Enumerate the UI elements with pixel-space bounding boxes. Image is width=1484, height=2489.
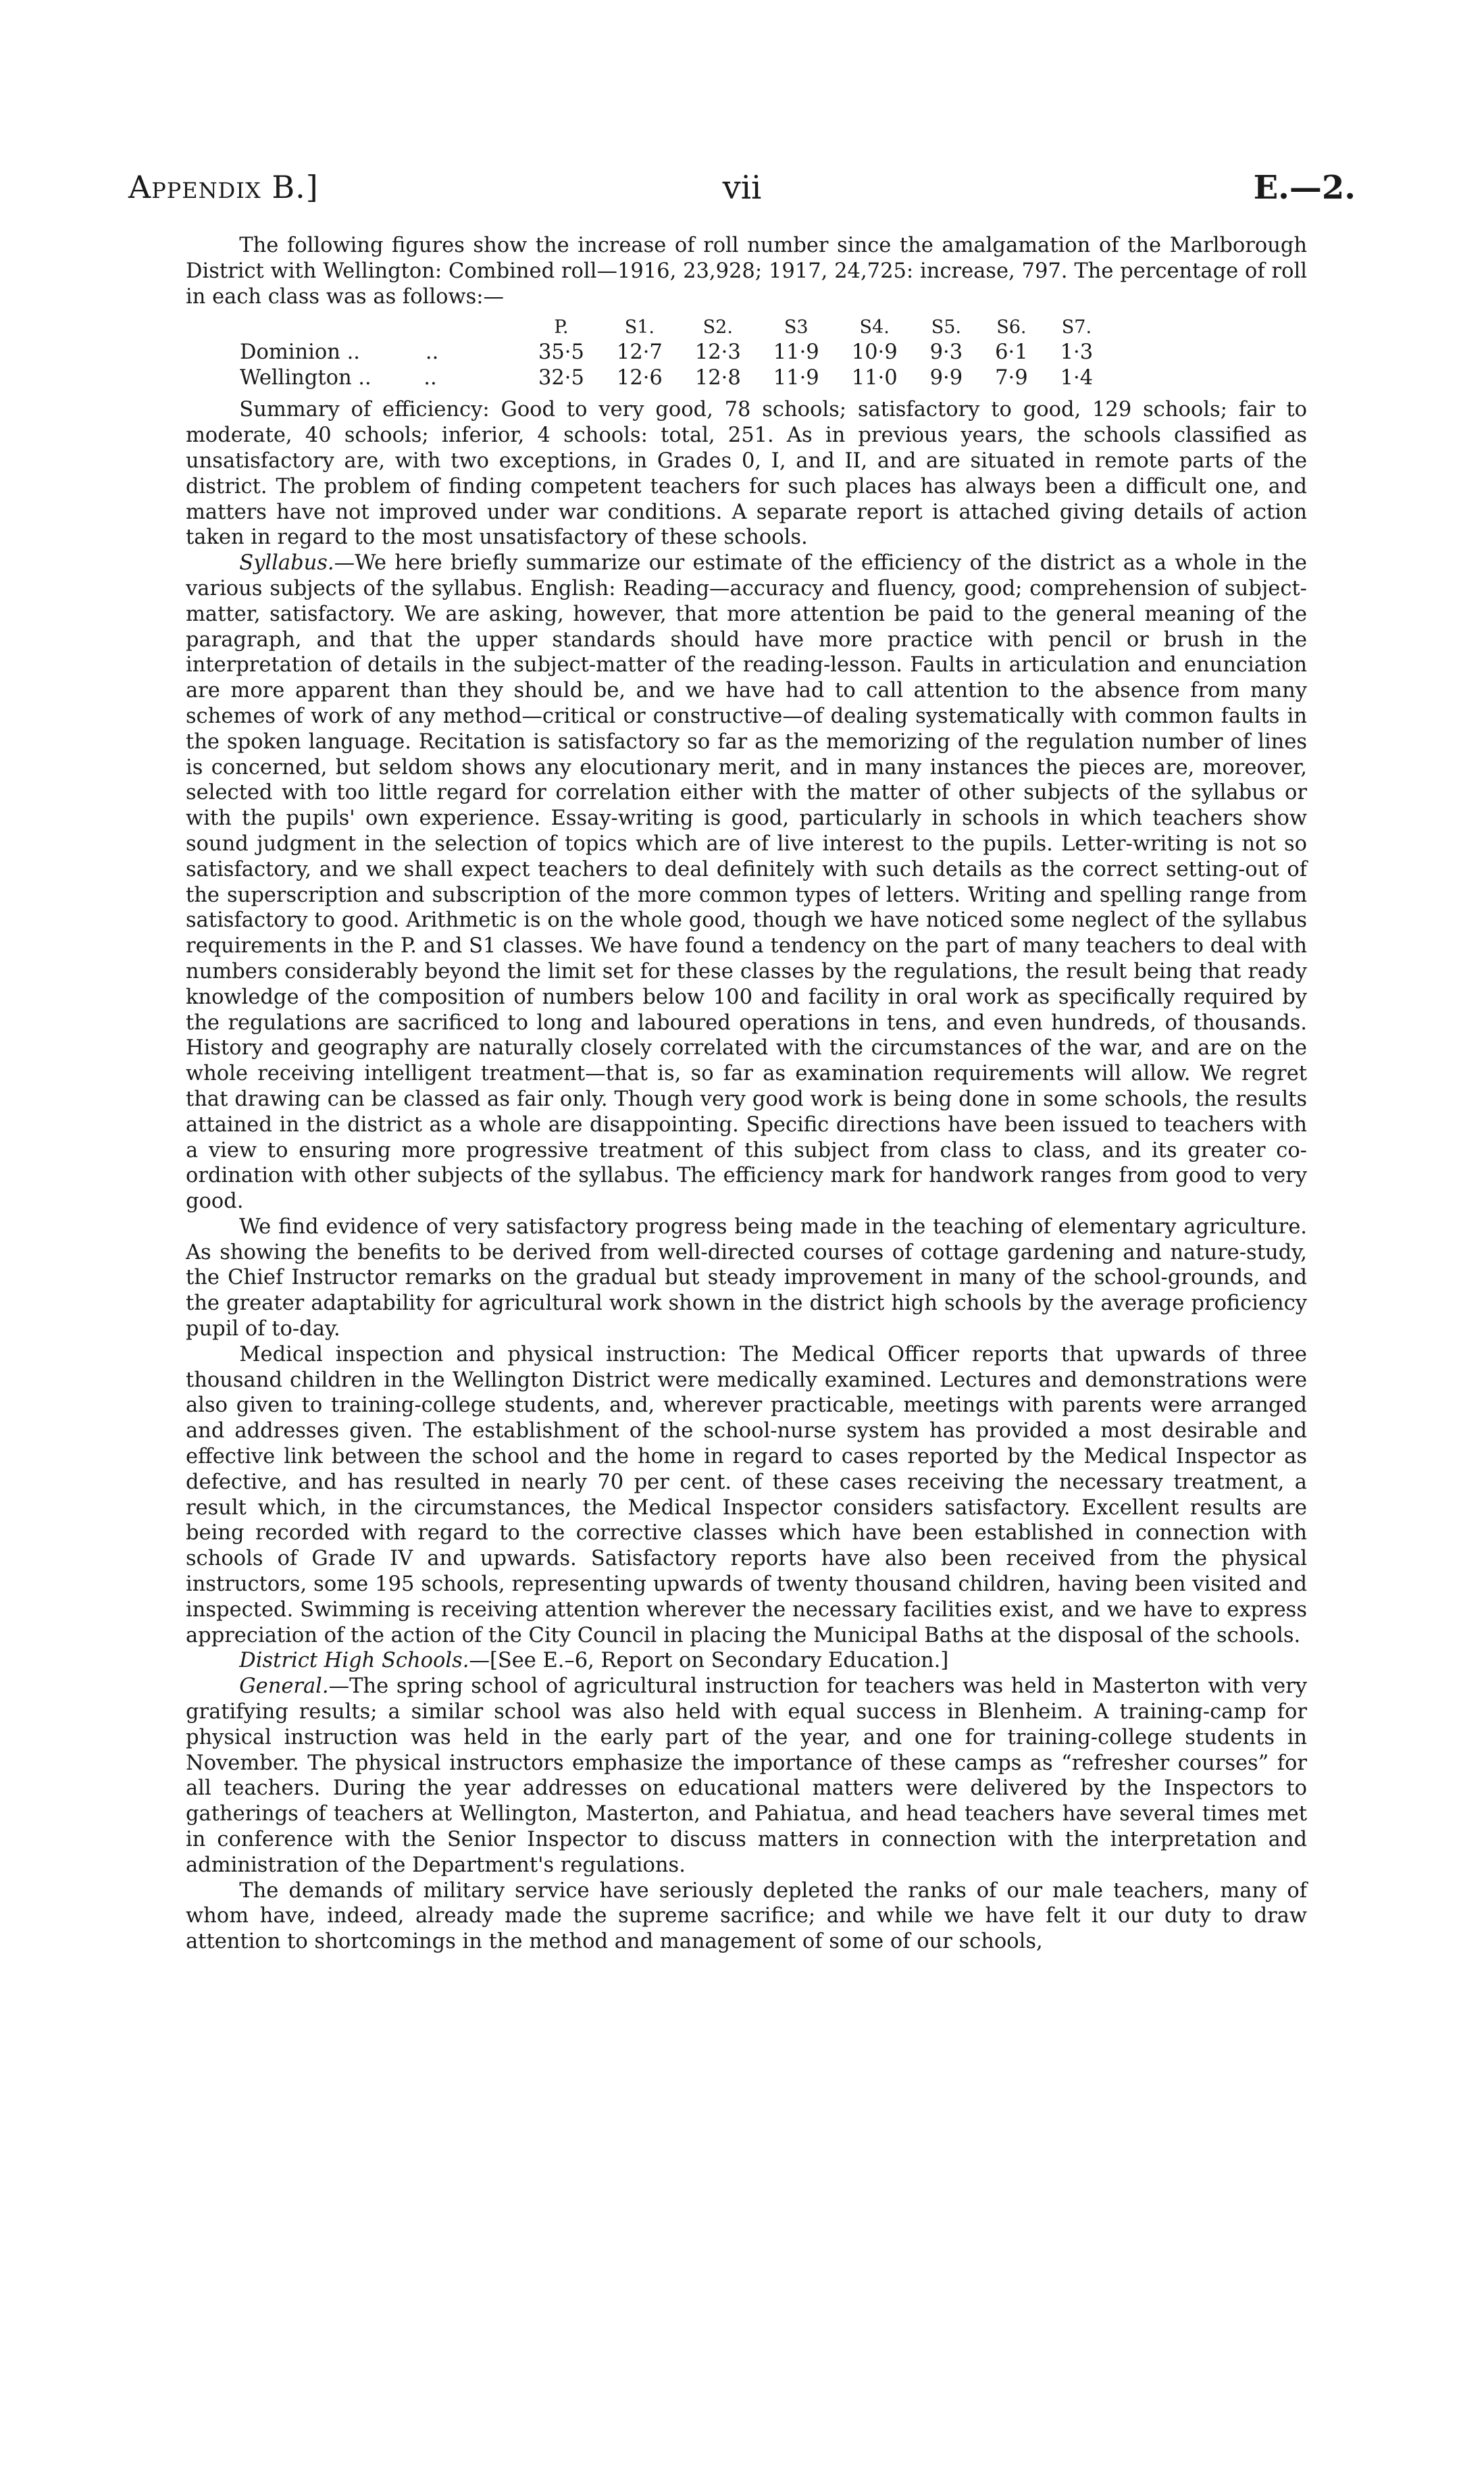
general-paragraph [186, 1674, 1307, 1878]
column-header: S6. [996, 316, 1027, 338]
column-header: S2. [702, 316, 733, 338]
roll-percentage-table [240, 315, 1109, 390]
table-cell: 7·9 [995, 365, 1028, 390]
table-cell: 10·9 [851, 340, 898, 364]
medical-paragraph: Medical inspection and physical instruction: The Medical Officer reports that upwards of three thousand children in the Wellington District were medically examined. Lectures and demonstrations were also given to training-college students, and, wherever practicable, meetings with parents were arranged and addresses given. The establishment of the school-nurse system has provided a most desirable and effective link between the school and the home in regard to cases reported by the Medical Inspector as defective, and has resulted in nearly 70 per cent. of these cases receiving the necessary treatment, a result which, in the circumstances, the Medical Inspector considers satisfactory. Excellent results are being recorded with regard to the corrective classes which have been established in connection with schools of Grade IV and upwards. Satisfactory reports have also been received from the physical instructors, some 195 schools, representing upwards of twenty thousand children, having been visited and inspected. Swimming is receiving attention wherever the necessary facilities exist, and we have to express appreciation of the action of the City Council in placing the Municipal Baths at the disposal of the schools. [186, 1342, 1307, 1647]
column-header: S5. [931, 316, 961, 338]
table-cell: 12·7 [616, 340, 663, 364]
syllabus-text: —We here briefly summarize our estimate of the efficiency of the district as a whole in the various subjects of the syllabus. English: Reading—accuracy and fluency, good; comprehension of subject-matter, satisfactory. We are asking, however, that more attention be paid to the general meaning of the paragraph, and that the upper standards should have more practice with pencil or brush in the interpretation of details in the subject-matter of the reading-lesson. Faults in articulation and enunciation are more apparent than they should be, and we have had to call attention to the absence from many schemes of work of any method—critical or constructive—of dealing systematically with common faults in the spoken language. Recitation is satisfactory so far as the memorizing of the regulation number of lines is concerned, but seldom shows any elocutionary merit, and in many instances the pieces are, moreover, selected with too little regard for correlation either with the matter of other subjects of the syllabus or with the pupils' own experience. Essay-writing is good, particularly in schools in which teachers show sound judgment in the selection of topics which are of live interest to the pupils. Letter-writing is not so satisfactory, and we shall expect teachers to deal definitely with such details as the correct setting-out of the superscription and subscription of the more common types of letters. Writing and spelling range from satisfactory to good. Arithmetic is on the whole good, though we have noticed some neglect of the syllabus requirements in the P. and S1 classes. We have found a tendency on the part of many teachers to deal with numbers considerably beyond the limit set for these classes by the regulations, the result being that ready knowledge of the composition of numbers below 100 and facility in oral work as specifically required by the regulations are sacrificed to long and laboured operations in tens, and even hundreds, of thousands. History and geography are naturally closely correlated with the circumstances of the war, and are on the whole receiving intelligent treatment—that is, so far as examination requirements will allow. We regret that drawing can be classed as fair only. Though very good work is being done in some schools, the results attained in the district as a whole are disappointing. Specific directions have been issued to teachers with a view to ensuring more progressive treatment of this subject from class to class, and its greater co-ordination with other subjects of the syllabus. The efficiency mark for handwork ranges from good to very good. [186, 551, 1307, 1214]
column-header: S4. [859, 316, 890, 338]
table-cell: 12·3 [694, 340, 741, 364]
table-cell: 1·3 [1060, 340, 1094, 364]
table-cell: 11·9 [773, 340, 819, 364]
page-number: vii [722, 169, 762, 207]
table-cell: 1·4 [1060, 365, 1094, 390]
intro-paragraph: The following figures show the increase of roll number since the amalgamation of the Marlborough District with Wellington: Combined roll—1916, 23,928; 1917, 24,725: increase, 797. The percentage of roll in each class was as follows:— [186, 234, 1307, 309]
table-cell: 35·5 [538, 340, 584, 364]
general-heading: General. [239, 1674, 329, 1699]
district-high-heading: District High Schools. [239, 1649, 469, 1673]
table-cell: 32·5 [538, 365, 584, 390]
agriculture-paragraph: We find evidence of very satisfactory progress being made in the teaching of elementary agriculture. As showing the benefits to be derived from well-directed courses of cottage gardening and nature-study, the Chief Instructor remarks on the gradual but steady improvement in many of the school-grounds, and the greater adaptability for agricultural work shown in the district high schools by the average proficiency pupil of to-day. [186, 1214, 1307, 1341]
general-text: —The spring school of agricultural instruction for teachers was held in Masterton with very gratifying results; a similar school was also held with equal success in Blenheim. A training-camp for physical instruction was held in the early part of the year, and one for training-college students in November. The physical instructors emphasize the importance of these camps as “refresher courses” for all teachers. During the year addresses on educational matters were delivered by the Inspectors to gatherings of teachers at Wellington, Masterton, and Pahiatua, and head teachers have several times met in conference with the Senior Inspector to discuss matters in connection with the interpretation and administration of the Department's regulations. [186, 1674, 1307, 1877]
military-paragraph: The demands of military service have seriously depleted the ranks of our male teachers, many of whom have, indeed, already made the supreme sacrifice; and while we have felt it our duty to draw attention to shortcomings in the method and management of some of our schools, [186, 1878, 1307, 1954]
table-cell: 9·9 [929, 365, 963, 390]
column-header: S1. [624, 316, 655, 338]
district-high-text: —[See E.–6, Report on Secondary Education.] [469, 1649, 949, 1673]
table-row [240, 365, 1109, 390]
table-corner [240, 315, 522, 339]
table-cell: 9·3 [929, 340, 963, 364]
table-cell: 6·1 [995, 340, 1028, 364]
column-header: P. [554, 316, 569, 338]
district-high-paragraph [186, 1648, 1307, 1674]
syllabus-heading: Syllabus. [239, 551, 334, 575]
report-code: E.—2. [1253, 169, 1356, 207]
table-header-row [240, 315, 1109, 339]
document-body [186, 233, 1307, 1955]
row-label: Dominion .. .. [240, 340, 439, 364]
efficiency-paragraph: Summary of efficiency: Good to very good, 78 schools; satisfactory to good, 129 schools; fair to moderate, 40 schools; inferior, 4 schools: total, 251. As in previous years, the schools classified as unsatisfactory are, with two exceptions, in Grades 0, I, and II, and are situated in remote parts of the district. The problem of finding competent teachers for such places has always been a difficult one, and matters have not improved under war conditions. A separate report is attached giving details of action taken in regard to the most unsatisfactory of these schools. [186, 398, 1307, 550]
row-label: Wellington .. .. [240, 365, 437, 390]
column-header: S7. [1061, 316, 1092, 338]
table-cell: 12·8 [694, 365, 741, 390]
syllabus-paragraph [186, 550, 1307, 1214]
table-cell: 11·9 [773, 365, 819, 390]
table-cell: 11·0 [851, 365, 898, 390]
page-header [128, 169, 1356, 216]
column-header: S3 [784, 316, 809, 338]
table-cell: 12·6 [616, 365, 663, 390]
appendix-label: Appendix B.] [128, 169, 319, 205]
table-row [240, 339, 1109, 365]
